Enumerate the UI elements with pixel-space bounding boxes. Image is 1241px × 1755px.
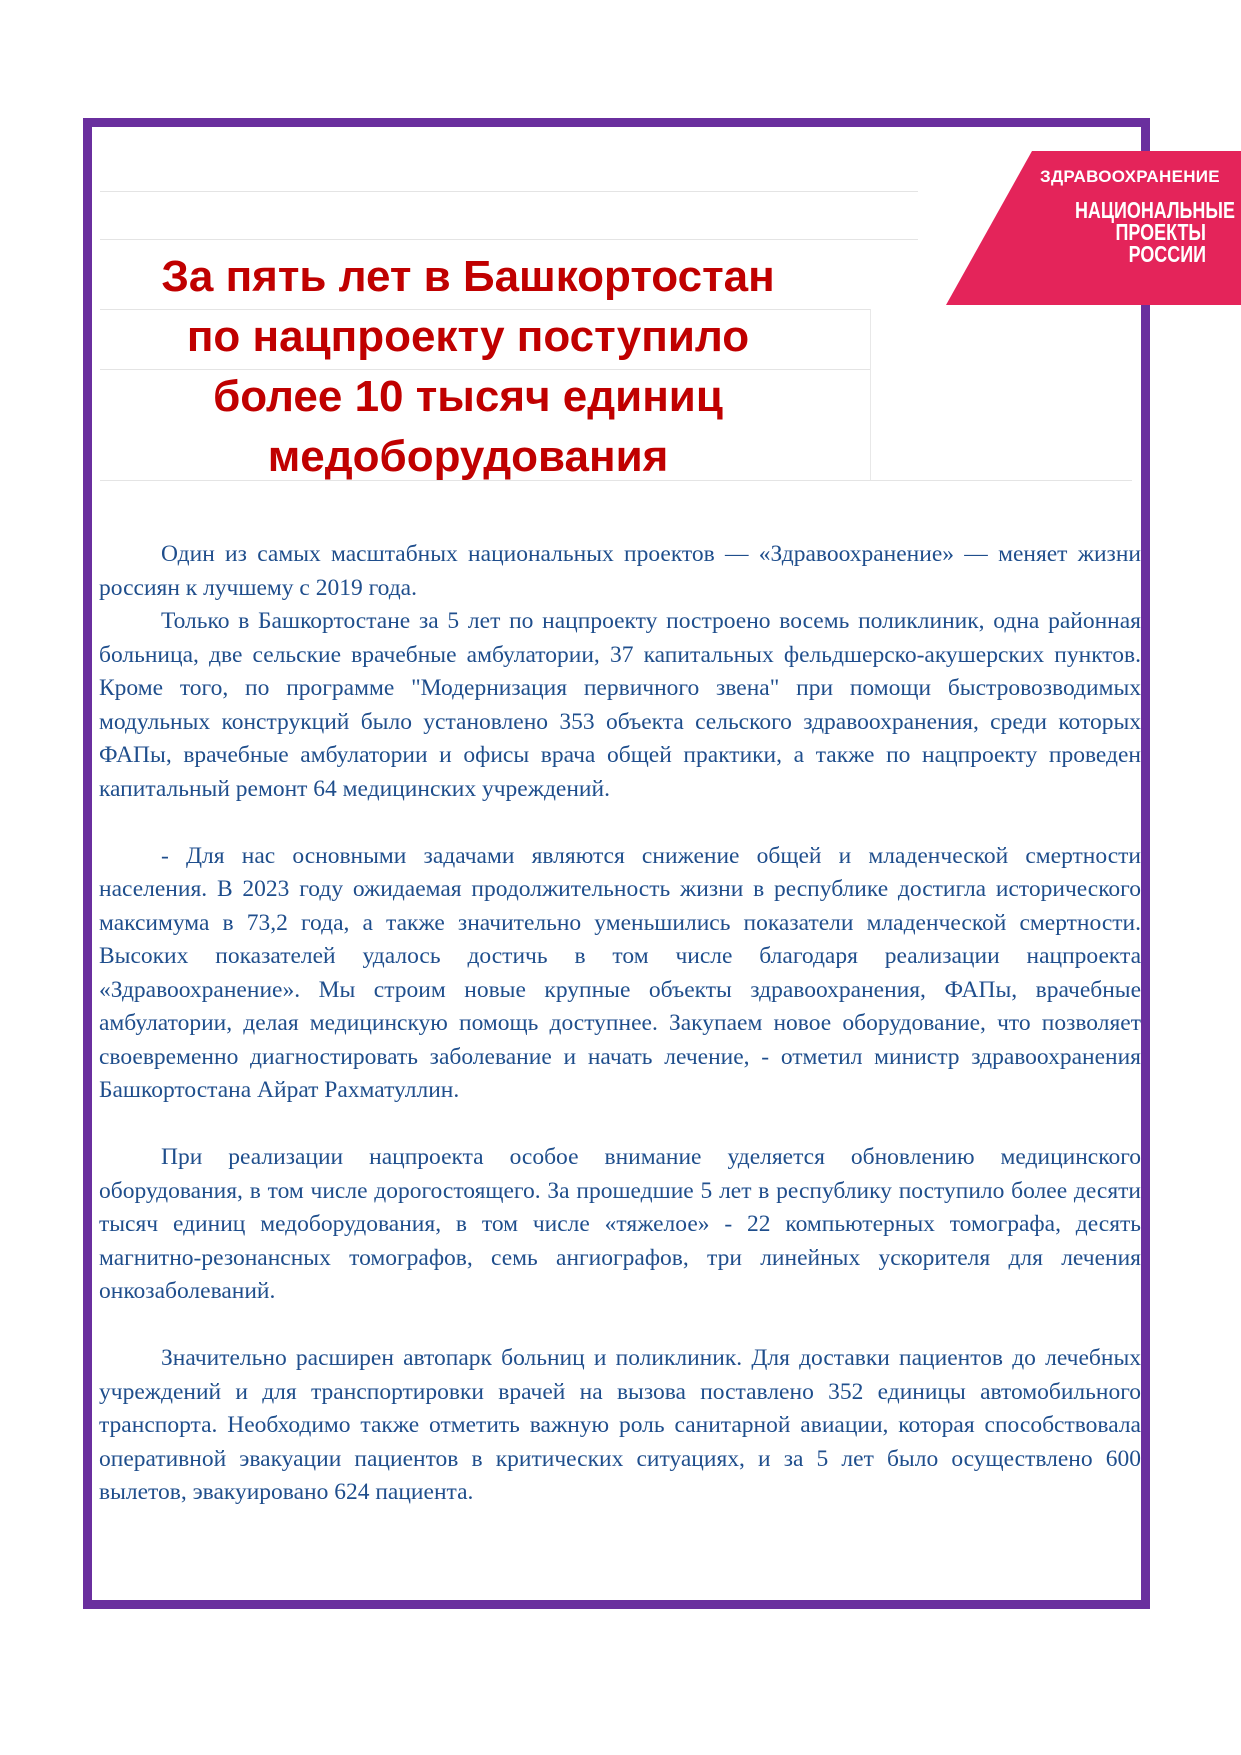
title-line: медоборудования — [267, 432, 669, 481]
paragraph: - Для нас основными задачами являются снижение общей и младенческой смертности населения. В 2023 году ожидаемая продолжительность жизни в республике достигла исторического максимума в 73,2 года, а также значительно уменьшились показатели младенческой смертности. Высоких показателей удалось достичь в том числе благодаря реализации нацпроекта «Здравоохранение». Мы строим новые крупные объекты здравоохранения, ФАПы, врачебные амбулатории, делая медицинскую помощь доступнее. Закупаем новое оборудование, что позволяет своевременно диагностировать заболевание и начать лечение, - отметил министр здравоохранения Башкортостана Айрат Рахматуллин. — [99, 842, 1141, 1103]
paragraph: Значительно расширен автопарк больниц и поликлиник. Для доставки пациентов до лечебных учреждений и для транспортировки врачей на вызова поставлено 352 единицы автомобильного транспорта. Необходимо также отметить важную роль санитарной авиации, которая способствовала оперативной эвакуации пациентов в критических ситуациях, и за 5 лет было осуществлено 600 вылетов, эвакуировано 624 пациента. — [99, 1345, 1141, 1505]
logo-line: ПРОЕКТЫ — [1115, 219, 1206, 245]
header-rule — [870, 309, 871, 480]
national-projects-logo — [946, 151, 1241, 305]
paragraph: При реализации нацпроекта особое внимание уделяется обновлению медицинского оборудования, в том числе дорогостоящего. За прошедшие 5 лет в республику поступило более десяти тысяч единиц медоборудования, в том числе «тяжелое» - 22 компьютерных томографа, десять магнитно-резонансных томографов, семь ангиографов, три линейных ускорителя для лечения онкозаболеваний. — [99, 1144, 1141, 1304]
article-title — [98, 247, 838, 487]
header-rule — [100, 239, 918, 240]
header-rule — [100, 191, 918, 192]
logo-line: РОССИИ — [1128, 241, 1206, 267]
logo-line: НАЦИОНАЛЬНЫЕ — [1074, 197, 1235, 223]
title-line: по нацпроекту поступило — [186, 312, 750, 361]
logo-main-text — [1074, 197, 1235, 267]
paragraph: Один из самых масштабных национальных проектов — «Здравоохранение» — меняет жизни россиян к лучшему с 2019 года. — [99, 541, 1141, 601]
paragraph: Только в Башкортостане за 5 лет по нацпроекту построено восемь поликлиник, одна районная больница, две сельские врачебные амбулатории, 37 капитальных фельдшерско-акушерских пунктов. Кроме того, по программе "Модернизация первичного звена" при помощи быстровозводимых модульных конструкций было установлено 353 объекта сельского здравоохранения, среди которых ФАПы, врачебные амбулатории и офисы врача общей практики, а также по нацпроекту проведен капитальный ремонт 64 медицинских учреждений. — [99, 608, 1141, 802]
article-body — [99, 538, 1141, 1510]
title-line: За пять лет в Башкортостан — [161, 252, 775, 301]
title-line: более 10 тысяч единиц — [213, 372, 723, 421]
logo-top-text: ЗДРАВООХРАНЕНИЕ — [1040, 167, 1220, 186]
